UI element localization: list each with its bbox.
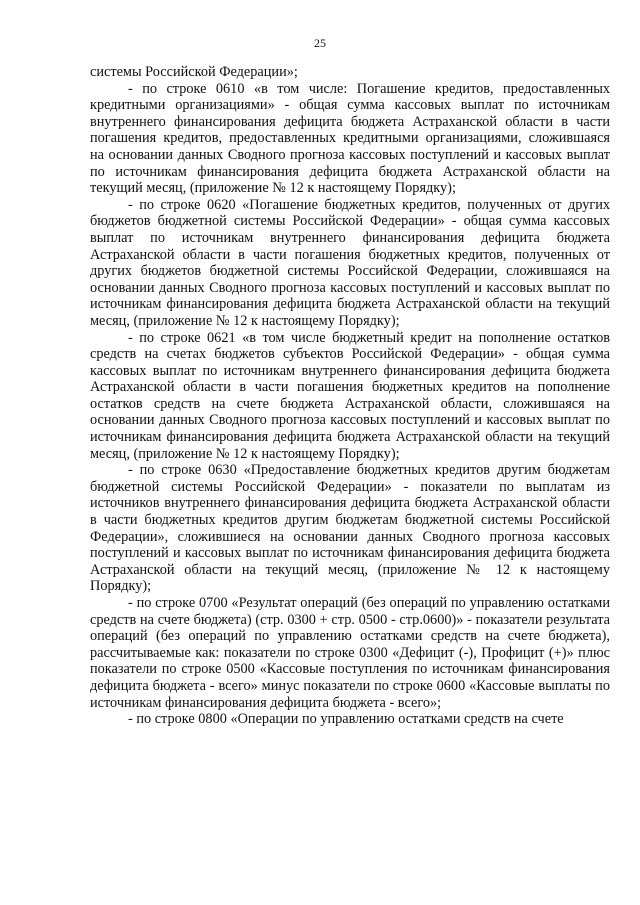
document-body <box>90 64 610 728</box>
paragraph-line-0620: - по строке 0620 «Погашение бюджетных кредитов, полученных от других бюджетов бюджетной системы Российской Федерации» - общая сумма кассовых выплат по источникам внутреннего финансирования дефицита бюджета Астраханской области в части погашения бюджетных кредитов, полученных от других бюджетов бюджетной системы Российской Федерации, сложившаяся на основании данных Сводного прогноза кассовых поступлений и кассовых выплат по источникам финансирования дефицита бюджета Астраханской области на текущий месяц, (приложение № 12 к настоящему Порядку); <box>90 196 610 329</box>
page-number: 25 <box>314 36 326 50</box>
paragraph-line-0621: - по строке 0621 «в том числе бюджетный кредит на пополнение остатков средств на счетах бюджетов субъектов Российской Федерации» - общая сумма кассовых выплат по источникам внутреннего финансирования дефицита бюджета Астраханской области в части погашения бюджетных кредитов на пополнение остатков средств на счете бюджета Астраханской области, сложившаяся на основании данных Сводного прогноза кассовых поступлений и кассовых выплат по источникам финансирования дефицита бюджета Астраханской области на текущий месяц, (приложение № 12 к настоящему Порядку); <box>90 329 610 462</box>
paragraph-continuation: системы Российской Федерации»; <box>90 64 298 80</box>
paragraph-line-0610: - по строке 0610 «в том числе: Погашение кредитов, предоставленных кредитными организациями» - общая сумма кассовых выплат по источникам внутреннего финансирования дефицита бюджета Астраханской области в части погашения кредитов, предоставленных кредитными организациями, сложившаяся на основании данных Сводного прогноза кассовых поступлений и кассовых выплат по источникам финансирования дефицита бюджета Астраханской области на текущий месяц, (приложение № 12 к настоящему Порядку); <box>90 80 610 197</box>
paragraph-line-0700: - по строке 0700 «Результат операций (без операций по управлению остатками средств на счете бюджета) (стр. 0300 + стр. 0500 - стр.0600)» - показатели результата операций (без операций по управлению остатками средств на счете бюджета), рассчитываемые как: показатели по строке 0300 «Дефицит (-), Профицит (+)» плюс показатели по строке 0500 «Кассовые поступления по источникам финансирования дефицита бюджета - всего» минус показатели по строке 0600 «Кассовые выплаты по источникам финансирования дефицита бюджета - всего»; <box>90 595 610 711</box>
paragraph-line-0800: - по строке 0800 «Операции по управлению остатками средств на счете <box>128 711 564 728</box>
paragraph-line-0630: - по строке 0630 «Предоставление бюджетных кредитов другим бюджетам бюджетной системы Российской Федерации» - показатели по выплатам из источников внутреннего финансирования дефицита бюджета Астраханской области в части бюджетных кредитов другим бюджетам бюджетной системы Российской Федерации», сложившиеся на основании данных Сводного прогноза кассовых поступлений и кассовых выплат по источникам финансирования дефицита бюджета Астраханской области на текущий месяц, (приложение № 12 к настоящему Порядку); <box>90 462 610 595</box>
